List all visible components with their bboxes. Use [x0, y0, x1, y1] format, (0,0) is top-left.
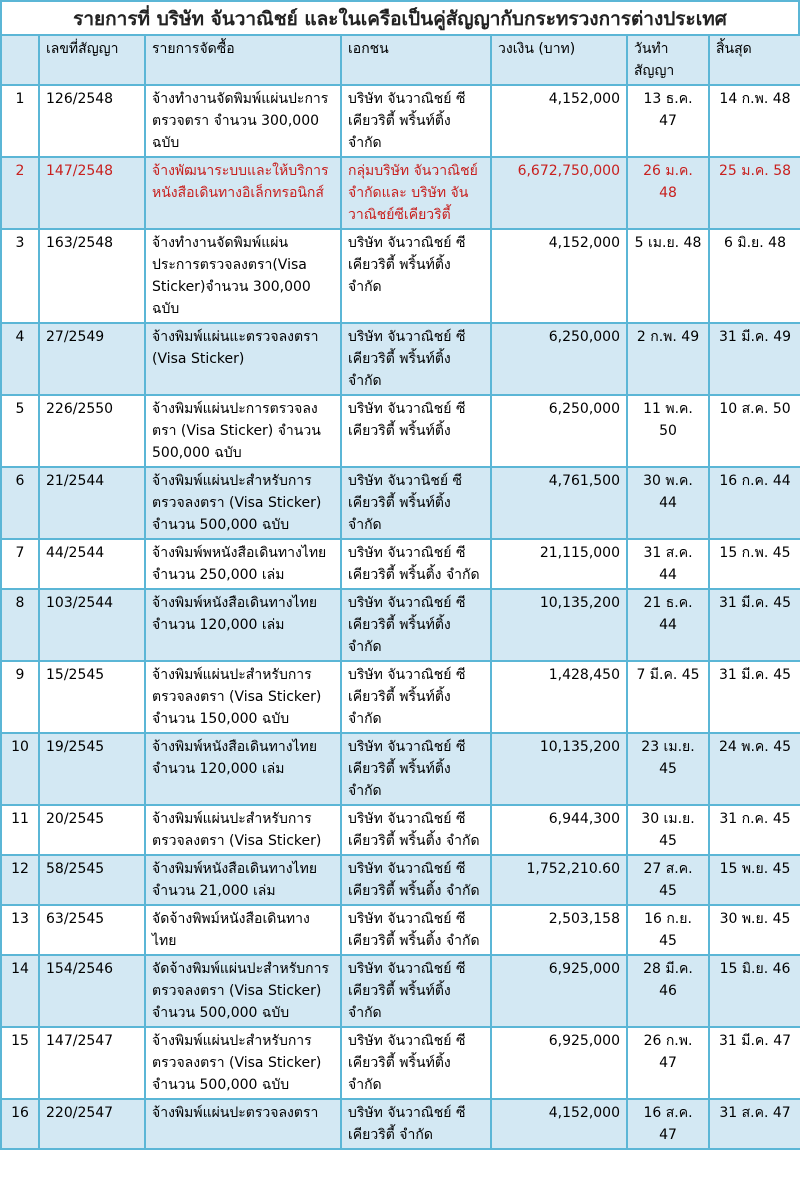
- contract-number: 103/2544: [39, 589, 145, 661]
- contract-number: 44/2544: [39, 539, 145, 589]
- vendor-name: บริษัท จันวาณิชย์ ซีเคียวริตี้ พริ้นท์ติ้ง จำกัด: [341, 661, 491, 733]
- vendor-name: บริษัท จันวาณิชย์ ซีเคียวริตี้ พริ้นติ้ง จำกัด: [341, 539, 491, 589]
- vendor-name: บริษัท จันวาณิชย์ ซีเคียวริตี้ พริ้นติ้ง จำกัด: [341, 805, 491, 855]
- contract-amount: 6,925,000: [491, 1027, 627, 1099]
- contract-end-date: 31 มี.ค. 47: [709, 1027, 800, 1099]
- contract-amount: 6,250,000: [491, 323, 627, 395]
- vendor-name: บริษัท จันวาณิชย์ ซีเคียวริตี้ พริ้นท์ติ้ง จำกัด: [341, 229, 491, 323]
- header-amount: วงเงิน (บาท): [491, 35, 627, 85]
- vendor-name: บริษัท จันวาณิชย์ ซีเคียวริตี้ พริ้นท์ติ้ง จำกัด: [341, 85, 491, 157]
- contract-amount: 21,115,000: [491, 539, 627, 589]
- vendor-name: บริษัท จันวาณิชย์ ซีเคียวริตี้ พริ้นท์ติ้ง จำกัด: [341, 589, 491, 661]
- contract-end-date: 30 พ.ย. 45: [709, 905, 800, 955]
- contract-start-date: 16 ส.ค. 47: [627, 1099, 709, 1149]
- header-end-date: สิ้นสุด: [709, 35, 800, 85]
- contract-amount: 4,152,000: [491, 85, 627, 157]
- header-start-date: วันทำสัญญา: [627, 35, 709, 85]
- contract-number: 163/2548: [39, 229, 145, 323]
- row-index: 4: [1, 323, 39, 395]
- contract-end-date: 15 พ.ย. 45: [709, 855, 800, 905]
- header-item: รายการจัดซื้อ: [145, 35, 341, 85]
- procurement-item: จ้างพิมพ์หนังสือเดินทางไทย จำนวน 120,000 เล่ม: [145, 733, 341, 805]
- row-index: 16: [1, 1099, 39, 1149]
- row-index: 6: [1, 467, 39, 539]
- contract-end-date: 24 พ.ค. 45: [709, 733, 800, 805]
- contract-number: 147/2548: [39, 157, 145, 229]
- contract-number: 27/2549: [39, 323, 145, 395]
- table-row: [1, 1027, 800, 1099]
- contract-end-date: 31 ก.ค. 45: [709, 805, 800, 855]
- contract-start-date: 11 พ.ค. 50: [627, 395, 709, 467]
- vendor-name: บริษัท จันวาณิชย์ ซีเคียวริตี้ พริ้นท์ติ้ง จำกัด: [341, 955, 491, 1027]
- vendor-name: บริษัท จันวาณิชย์ ซีเคียวริตี้ พริ้นท์ติ้ง จำกัด: [341, 733, 491, 805]
- row-index: 7: [1, 539, 39, 589]
- vendor-name: บริษัท จันวาณิชย์ ซีเคียวริตี้ พริ้นท์ติ้ง จำกัด: [341, 1027, 491, 1099]
- vendor-name: บริษัท จันวานิชย์ ซีเคียวริตี้ พริ้นท์ติ้ง จำกัด: [341, 467, 491, 539]
- contract-start-date: 5 เม.ย. 48: [627, 229, 709, 323]
- contract-number: 147/2547: [39, 1027, 145, 1099]
- contract-start-date: 26 ก.พ. 47: [627, 1027, 709, 1099]
- row-index: 8: [1, 589, 39, 661]
- procurement-item: จ้างพิมพ์หนังสือเดินทางไทย จำนวน 120,000 เล่ม: [145, 589, 341, 661]
- procurement-item: จ้างพิมพ์พหนังสือเดินทางไทย จำนวน 250,000 เล่ม: [145, 539, 341, 589]
- contract-amount: 2,503,158: [491, 905, 627, 955]
- row-index: 12: [1, 855, 39, 905]
- contracts-table: [0, 34, 800, 1150]
- row-index: 15: [1, 1027, 39, 1099]
- table-row: [1, 661, 800, 733]
- contract-number: 58/2545: [39, 855, 145, 905]
- contract-start-date: 21 ธ.ค. 44: [627, 589, 709, 661]
- row-index: 1: [1, 85, 39, 157]
- contract-start-date: 28 มี.ค. 46: [627, 955, 709, 1027]
- row-index: 10: [1, 733, 39, 805]
- vendor-name: กลุ่มบริษัท จันวาณิชย์ จำกัดและ บริษัท จันวาณิชย์ซีเคียวริตี้: [341, 157, 491, 229]
- contract-number: 15/2545: [39, 661, 145, 733]
- row-index: 9: [1, 661, 39, 733]
- contract-amount: 4,152,000: [491, 1099, 627, 1149]
- contract-start-date: 26 ม.ค. 48: [627, 157, 709, 229]
- contract-end-date: 10 ส.ค. 50: [709, 395, 800, 467]
- contract-number: 154/2546: [39, 955, 145, 1027]
- row-index: 14: [1, 955, 39, 1027]
- row-index: 3: [1, 229, 39, 323]
- table-row: [1, 157, 800, 229]
- table-row: [1, 467, 800, 539]
- table-header-row: [1, 35, 800, 85]
- procurement-item: จ้างพิมพ์แผ่นปะสำหรับการตรวจลงตรา (Visa Sticker) จำนวน 500,000 ฉบับ: [145, 1027, 341, 1099]
- table-row: [1, 733, 800, 805]
- table-row: [1, 395, 800, 467]
- vendor-name: บริษัท จันวาณิชย์ ซีเคียวริตี้ จำกัด: [341, 1099, 491, 1149]
- contract-end-date: 15 ก.พ. 45: [709, 539, 800, 589]
- table-row: [1, 229, 800, 323]
- contract-end-date: 14 ก.พ. 48: [709, 85, 800, 157]
- contract-end-date: 31 ส.ค. 47: [709, 1099, 800, 1149]
- contract-number: 63/2545: [39, 905, 145, 955]
- vendor-name: บริษัท จันวาณิชย์ ซีเคียวริตี้ พริ้นท์ติ้ง จำกัด: [341, 323, 491, 395]
- contract-number: 21/2544: [39, 467, 145, 539]
- header-index: [1, 35, 39, 85]
- contract-amount: 6,925,000: [491, 955, 627, 1027]
- contract-amount: 4,761,500: [491, 467, 627, 539]
- vendor-name: บริษัท จันวาณิชย์ ซีเคียวริตี้ พริ้นติ้ง จำกัด: [341, 905, 491, 955]
- procurement-item: จ้างพิมพ์แผ่นปะสำหรับการตรวจลงตรา (Visa Sticker): [145, 805, 341, 855]
- table-row: [1, 85, 800, 157]
- row-index: 11: [1, 805, 39, 855]
- contract-end-date: 25 ม.ค. 58: [709, 157, 800, 229]
- row-index: 5: [1, 395, 39, 467]
- contract-start-date: 31 ส.ค. 44: [627, 539, 709, 589]
- contract-end-date: 15 มิ.ย. 46: [709, 955, 800, 1027]
- contract-number: 19/2545: [39, 733, 145, 805]
- contract-start-date: 30 พ.ค. 44: [627, 467, 709, 539]
- contract-number: 126/2548: [39, 85, 145, 157]
- contract-number: 226/2550: [39, 395, 145, 467]
- contract-start-date: 30 เม.ย. 45: [627, 805, 709, 855]
- contract-number: 20/2545: [39, 805, 145, 855]
- contract-end-date: 31 มี.ค. 49: [709, 323, 800, 395]
- procurement-item: จ้างพิมพ์แผ่นปะตรวจลงตรา: [145, 1099, 341, 1149]
- contract-amount: 1,752,210.60: [491, 855, 627, 905]
- contract-end-date: 31 มี.ค. 45: [709, 589, 800, 661]
- procurement-item: จ้างพิมพ์แผ่นปะสำหรับการตรวจลงตรา (Visa Sticker) จำนวน 150,000 ฉบับ: [145, 661, 341, 733]
- procurement-item: จัดจ้างพิพม์หนังสือเดินทางไทย: [145, 905, 341, 955]
- contract-amount: 6,944,300: [491, 805, 627, 855]
- table-row: [1, 805, 800, 855]
- contract-amount: 6,672,750,000: [491, 157, 627, 229]
- procurement-item: จ้างพิมพ์แผ่นแะตรวจลงตรา (Visa Sticker): [145, 323, 341, 395]
- contract-end-date: 31 มี.ค. 45: [709, 661, 800, 733]
- contract-start-date: 13 ธ.ค. 47: [627, 85, 709, 157]
- table-row: [1, 1099, 800, 1149]
- contract-amount: 6,250,000: [491, 395, 627, 467]
- contract-start-date: 23 เม.ย. 45: [627, 733, 709, 805]
- contract-number: 220/2547: [39, 1099, 145, 1149]
- contract-start-date: 16 ก.ย. 45: [627, 905, 709, 955]
- procurement-item: จ้างทำงานจัดพิมพ์แผ่นปะการตรวจตรา จำนวน 300,000 ฉบับ: [145, 85, 341, 157]
- procurement-item: จ้างพิมพ์หนังสือเดินทางไทย จำนวน 21,000 เล่ม: [145, 855, 341, 905]
- contract-amount: 10,135,200: [491, 733, 627, 805]
- contract-end-date: 16 ก.ค. 44: [709, 467, 800, 539]
- table-row: [1, 323, 800, 395]
- table-row: [1, 539, 800, 589]
- table-row: [1, 955, 800, 1027]
- procurement-item: จ้างพิมพ์แผ่นปะการตรวจลงตรา (Visa Sticker) จำนวน 500,000 ฉบับ: [145, 395, 341, 467]
- procurement-item: จัดจ้างพิมพ์แผ่นปะสำหรับการตรวจลงตรา (Visa Sticker) จำนวน 500,000 ฉบับ: [145, 955, 341, 1027]
- vendor-name: บริษัท จันวาณิชย์ ซีเคียวริตี้ พริ้นท์ติ้ง: [341, 395, 491, 467]
- contract-amount: 4,152,000: [491, 229, 627, 323]
- procurement-item: จ้างพิมพ์แผ่นปะสำหรับการตรวจลงตรา (Visa Sticker) จำนวน 500,000 ฉบับ: [145, 467, 341, 539]
- table-row: [1, 905, 800, 955]
- procurement-item: จ้างพัฒนาระบบและให้บริการหนังสือเดินทางอิเล็กทรอนิกส์: [145, 157, 341, 229]
- contract-start-date: 27 ส.ค. 45: [627, 855, 709, 905]
- contract-amount: 10,135,200: [491, 589, 627, 661]
- table-row: [1, 589, 800, 661]
- procurement-item: จ้างทำงานจัดพิมพ์แผ่นประการตรวจลงตรา(Visa Sticker)จำนวน 300,000 ฉบับ: [145, 229, 341, 323]
- contract-amount: 1,428,450: [491, 661, 627, 733]
- contract-start-date: 2 ก.พ. 49: [627, 323, 709, 395]
- contract-end-date: 6 มิ.ย. 48: [709, 229, 800, 323]
- contract-start-date: 7 มี.ค. 45: [627, 661, 709, 733]
- row-index: 13: [1, 905, 39, 955]
- page-title: รายการที่ บริษัท จันวาณิชย์ และในเครือเป็นคู่สัญญากับกระทรวงการต่างประเทศ: [0, 0, 800, 34]
- table-row: [1, 855, 800, 905]
- vendor-name: บริษัท จันวาณิชย์ ซีเคียวริตี้ พริ้นติ้ง จำกัด: [341, 855, 491, 905]
- row-index: 2: [1, 157, 39, 229]
- header-contract-no: เลขที่สัญญา: [39, 35, 145, 85]
- header-vendor: เอกชน: [341, 35, 491, 85]
